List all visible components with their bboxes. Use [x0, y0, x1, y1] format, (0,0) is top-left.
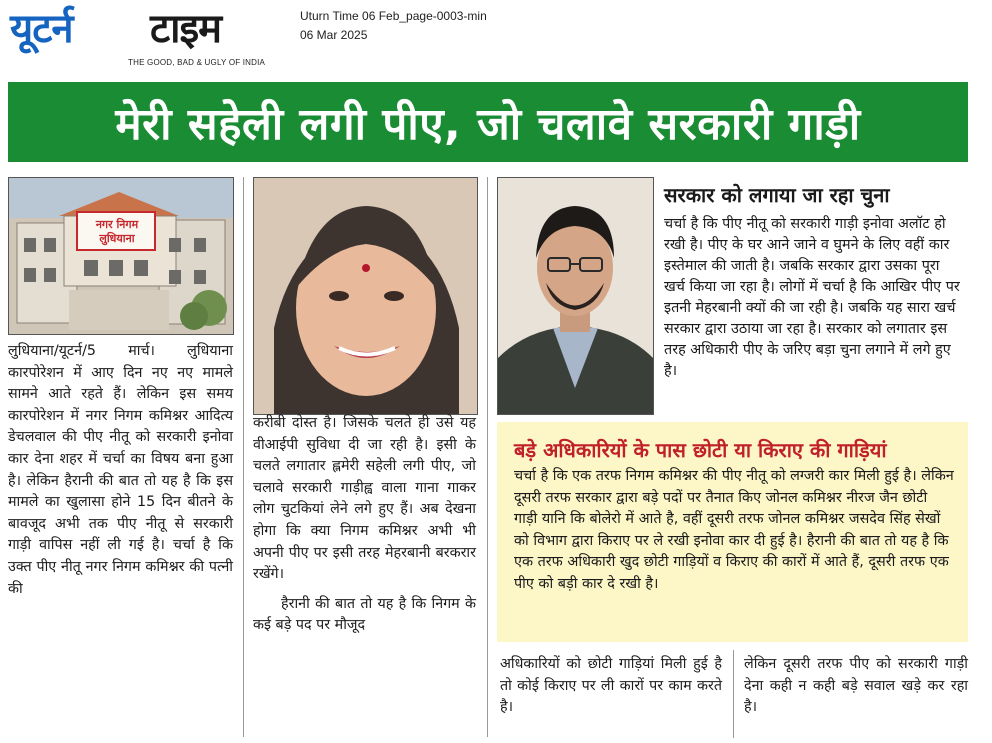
box2-heading: बड़े अधिकारियों के पास छोटी या किराए की गाड़ियां: [514, 438, 887, 462]
corporation-building-photo: [8, 177, 234, 335]
box1-body: चर्चा है कि पीए नीतू को सरकारी गाड़ी इनोवा अलॉट हो रखी है। पीए के घर आने जाने व घुमने के लिए वहीं कार इस्तेमाल की जाती है। जबकि सरकार द्वारा उसका पूरा खर्च किया जा रहा है। लोगों में चर्चा है कि आखिर पीए पर इतनी मेहरबानी क्यों की जा रही है। जबकि यह सारा खर्च सरकार द्वारा उठाया जा रहा है। सरकार को लगातार इस तरह अधिकारी पीए के जरिए बड़ा चुना लगाने में लगे हुए है।: [664, 216, 960, 379]
file-title: Uturn Time 06 Feb_page-0003-min: [300, 9, 487, 23]
man-portrait-illustration: [498, 178, 653, 414]
story-column-2-paragraph-1: करीबी दोस्त है। जिसके चलते ही उसे यह वीआईपी सुविधा दी जा रही है। इसी के चलते लगातार ह्लमेरी सहेली लगी पीए, जो चलावे सरकारी गाड़ीह्व वाला गाना गाकर लोग चुटकियां लेने लगे हुए हैं। अब देखना होगा कि क्या निगम कमिश्नर अभी भी अपनी पीए पर इसी तरह मेहरबानी बरकरार रखेंगे।: [253, 415, 476, 583]
box1-heading: सरकार को लगाया जा रहा चुना: [664, 183, 890, 207]
column-divider: [243, 177, 244, 737]
pa-portrait-photo: [253, 177, 478, 415]
column-divider: [733, 650, 734, 738]
story-column-1: [8, 341, 233, 600]
story-column-4-text: लेकिन दूसरी तरफ पीए को सरकारी गाड़ी देना कही न कही बड़े सवाल खड़े कर रहा है।: [744, 656, 968, 716]
logo-time: टाइम: [150, 6, 222, 52]
box2-body: चर्चा है कि एक तरफ निगम कमिश्नर की पीए नीतू को लग्जरी कार मिली हुई है। लेकिन दूसरी तरफ सरकार द्वारा बड़े पदों पर तैनात किए जोनल कमिश्नर नीरज जैन छोटी गाड़ी यानि कि बोलेरो में आते है, वहीं दूसरी तरफ जोनल कमिश्नर जसदेव सिंह सेखों को विभाग द्वारा किराए पर ले रखी इनोवा कार दी हुई है। हैरानी की बात तो यह है कि एक तरफ अधिकारी खुद छोटी गाड़ियों व किराए की कारों में आते हैं, दूसरी तरफ एक पीए को बड़ी कार दे रखी है।: [514, 468, 954, 592]
story-column-2: [253, 413, 476, 637]
story-column-1-text: लुधियाना/यूटर्न/5 मार्च। लुधियाना कारपोरेशन में आए दिन नए नए मामले सामने आते रहते हैं। लेकिन इस समय कारपोरेशन में नगर निगम कमिश्नर आदित्य डेचलवाल की पीए नीतू को सरकारी इनोवा कार देना शहर में चर्चा का विषय बना हुआ है। लेकिन हैरानी की बात तो यह है कि इस मामले का खुलासा होने 15 दिन बीतने के बावजूद अभी तक पीए नीतू से सरकारी गाड़ी वापिस नहीं ली गई है। चर्चा है कि उक्त पीए नीतू नगर निगम कमिश्नर की पत्नी की: [8, 343, 233, 597]
story-column-3: [500, 654, 722, 719]
commissioner-portrait-photo: [497, 177, 654, 415]
woman-portrait-illustration: [254, 178, 477, 414]
building-illustration: [9, 178, 233, 334]
logo-uturn: यूटर्न: [10, 6, 73, 52]
story-column-3-text: अधिकारियों को छोटी गाड़ियां मिली हुई है तो कोई किराए पर ली कारों पर काम करते है।: [500, 656, 722, 716]
story-column-4: [744, 654, 968, 719]
column-divider: [487, 177, 488, 737]
building-sign: नगर निगम लुधियाना: [95, 218, 139, 245]
logo-tagline: THE GOOD, BAD & UGLY OF INDIA: [128, 58, 266, 67]
publish-date: 06 Mar 2025: [300, 28, 368, 42]
headline: मेरी सहेली लगी पीए, जो चलावे सरकारी गाड़ी: [115, 99, 861, 150]
story-column-2-paragraph-2: हैरानी की बात तो यह है कि निगम के कई बड़े पद पर मौजूद: [253, 595, 476, 634]
headline-bar: [8, 82, 968, 162]
